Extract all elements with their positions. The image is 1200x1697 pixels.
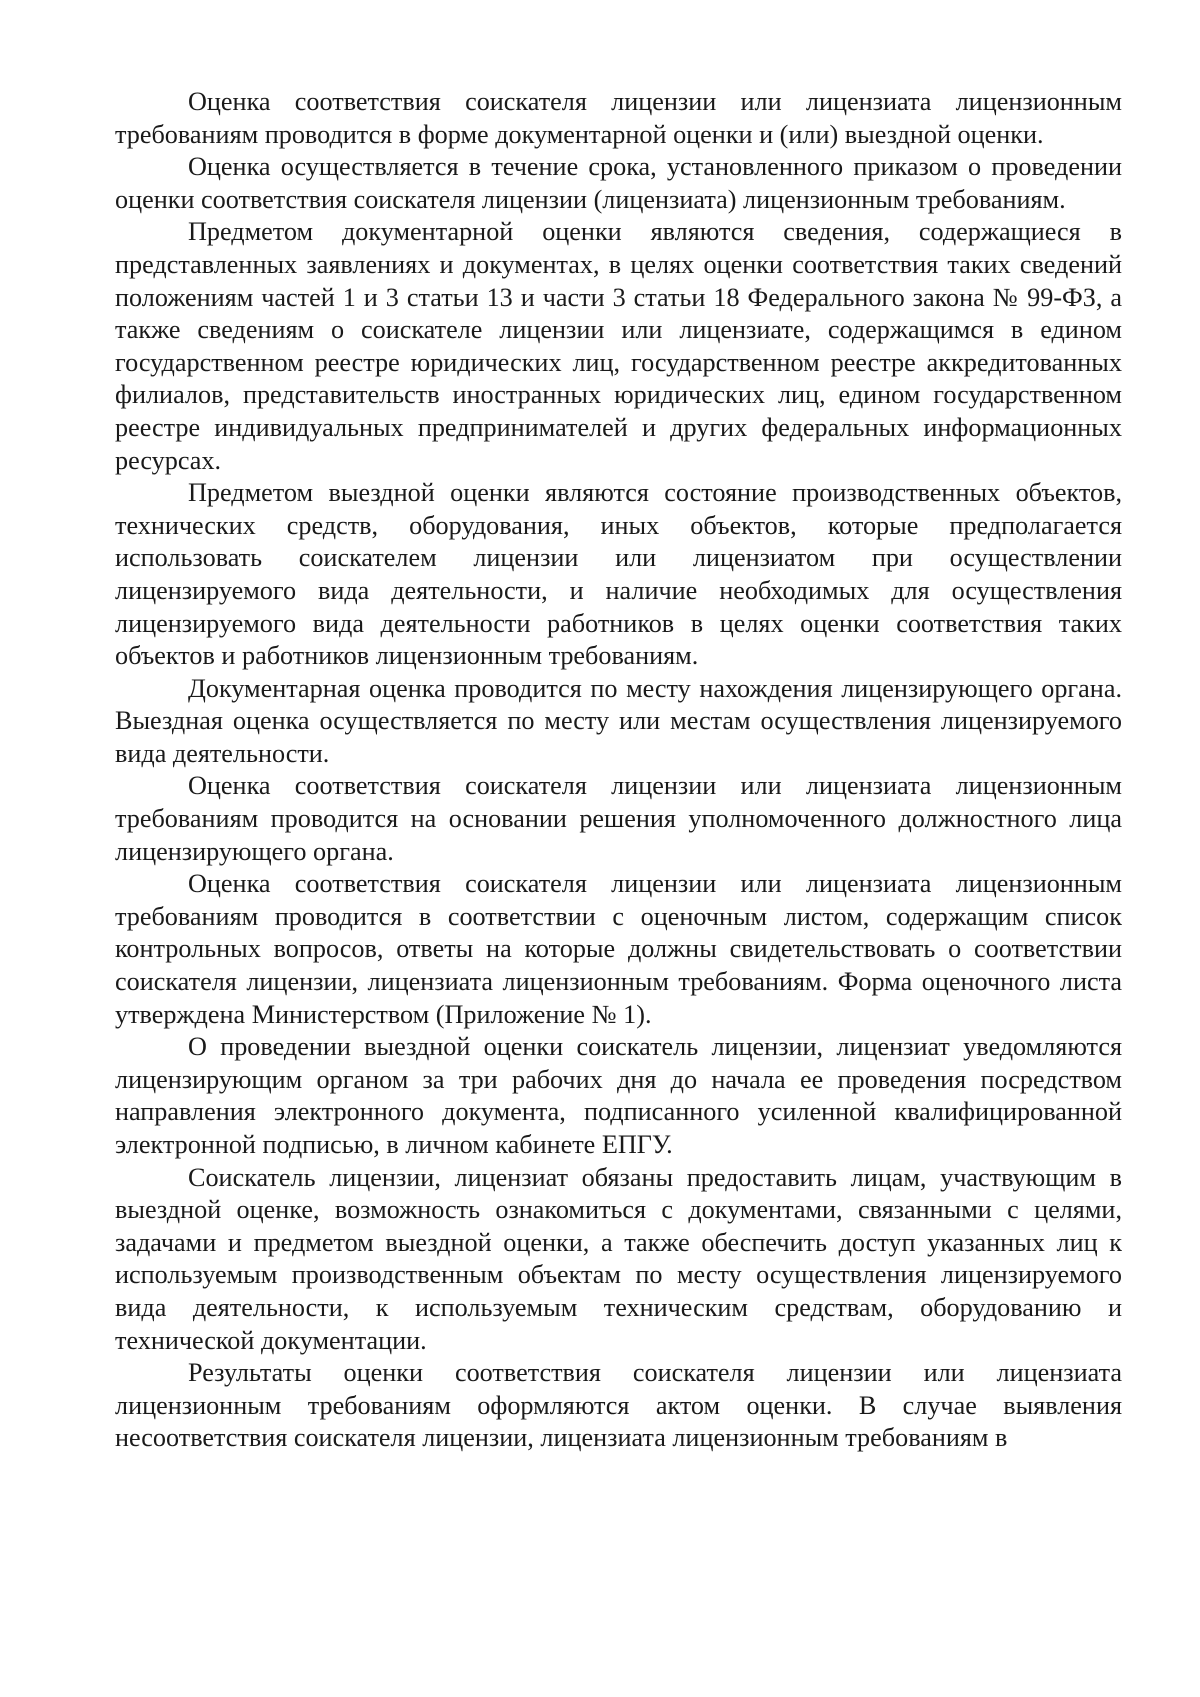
paragraph-documentary-subject: Предметом документарной оценки являются сведения, содержащиеся в представленных заявлениях и документах, в целях оценки соответствия таких сведений положениям частей 1 и 3 статьи 13 и части 3 статьи 18 Федерального закона № 99-ФЗ, а также сведениям о соискателе лицензии или лицензиате, содержащимся в едином государственном реестре юридических лиц, государственном реестре аккредитованных филиалов, представительств иностранных юридических лиц, едином государственном реестре индивидуальных предпринимателей и других федеральных информационных ресурсах. — [115, 217, 1122, 475]
paragraph-applicant-obligations: Соискатель лицензии, лицензиат обязаны предоставить лицам, участвующим в выездной оценке, возможность ознакомиться с документами, связанными с целями, задачами и предметом выездной оценки, а также обеспечить доступ указанных лиц к используемым производственным объектам по месту осуществления лицензируемого вида деятельности, к используемым техническим средствам, оборудованию и технической документации. — [115, 1162, 1122, 1355]
paragraph-assessment-form: Оценка соответствия соискателя лицензии или лицензиата лицензионным требованиям проводится в форме документарной оценки и (или) выездной оценки. — [115, 87, 1122, 149]
paragraph-assessment-location: Документарная оценка проводится по месту нахождения лицензирующего органа. Выездная оценка осуществляется по месту или местам осуществления лицензируемого вида деятельности. — [115, 673, 1122, 768]
paragraph-onsite-subject: Предметом выездной оценки являются состояние производственных объектов, технических средств, оборудования, иных объектов, которые предполагается использовать соискателем лицензии или лицензиатом при осуществлении лицензируемого вида деятельности, и наличие необходимых для осуществления лицензируемого вида деятельности работников в целях оценки соответствия таких объектов и работников лицензионным требованиям. — [115, 478, 1122, 671]
document-body — [115, 86, 1122, 1455]
paragraph-assessment-term: Оценка осуществляется в течение срока, установленного приказом о проведении оценки соответствия соискателя лицензии (лицензиата) лицензионным требованиям. — [115, 152, 1122, 214]
paragraph-onsite-notification: О проведении выездной оценки соискатель лицензии, лицензиат уведомляются лицензирующим органом за три рабочих дня до начала ее проведения посредством направления электронного документа, подписанного усиленной квалифицированной электронной подписью, в личном кабинете ЕПГУ. — [115, 1032, 1122, 1159]
paragraph-assessment-basis: Оценка соответствия соискателя лицензии или лицензиата лицензионным требованиям проводится на основании решения уполномоченного должностного лица лицензирующего органа. — [115, 771, 1122, 866]
paragraph-assessment-results: Результаты оценки соответствия соискателя лицензии или лицензиата лицензионным требованиям оформляются актом оценки. В случае выявления несоответствия соискателя лицензии, лицензиата лицензионным требованиям в — [115, 1358, 1122, 1453]
paragraph-evaluation-sheet: Оценка соответствия соискателя лицензии или лицензиата лицензионным требованиям проводится в соответствии с оценочным листом, содержащим список контрольных вопросов, ответы на которые должны свидетельствовать о соответствии соискателя лицензии, лицензиата лицензионным требованиям. Форма оценочного листа утверждена Министерством (Приложение № 1). — [115, 869, 1122, 1029]
